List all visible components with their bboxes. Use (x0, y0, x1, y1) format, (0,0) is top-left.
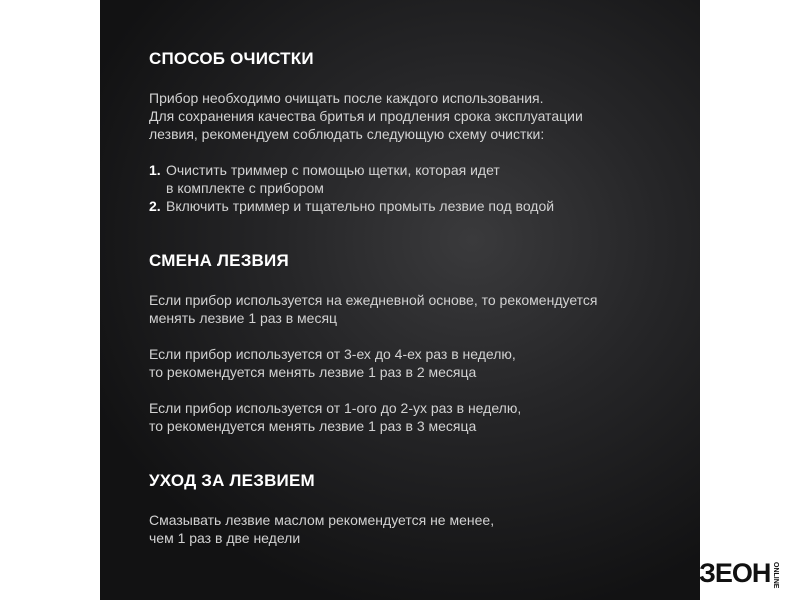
cleaning-intro (149, 89, 669, 143)
section-title-blade-change: СМЕНА ЛЕЗВИЯ (149, 251, 289, 270)
paragraph-line: Если прибор используется от 1-ого до 2-ух раз в неделю, (149, 400, 522, 416)
step-number: 2. (149, 198, 161, 214)
paragraph-line: то рекомендуется менять лезвие 1 раз в 3 месяца (149, 418, 477, 434)
cleaning-steps-list (149, 161, 669, 215)
blade-change-paragraph (149, 399, 669, 435)
cleaning-step (149, 197, 669, 215)
step-text: Очистить триммер с помощью щетки, которая идет (166, 162, 500, 178)
blade-care-paragraph (149, 511, 669, 547)
paragraph-line: то рекомендуется менять лезвие 1 раз в 2 месяца (149, 364, 477, 380)
paragraph-line: Смазывать лезвие маслом рекомендуется не менее, (149, 512, 495, 528)
cleaning-intro-line: Для сохранения качества бритья и продления срока эксплуатации (149, 108, 583, 124)
paragraph-line: Если прибор используется от 3-ех до 4-ех раз в неделю, (149, 346, 516, 362)
cleaning-intro-line: лезвия, рекомендуем соблюдать следующую схему очистки: (149, 126, 545, 142)
paragraph-line: менять лезвие 1 раз в месяц (149, 310, 338, 326)
paragraph-line: Если прибор используется на ежедневной основе, то рекомендуется (149, 292, 598, 308)
section-title-blade-care: УХОД ЗА ЛЕЗВИЕМ (149, 471, 315, 490)
brand-logo (699, 558, 797, 589)
instruction-panel (100, 0, 700, 600)
brand-logo-side-text: ONLINE (772, 562, 779, 589)
step-number: 1. (149, 162, 161, 178)
step-text-continued: в комплекте с прибором (166, 180, 324, 196)
section-title-cleaning: СПОСОБ ОЧИСТКИ (149, 49, 314, 68)
cleaning-intro-line: Прибор необходимо очищать после каждого использования. (149, 90, 544, 106)
step-text: Включить триммер и тщательно промыть лезвие под водой (166, 198, 555, 214)
brand-logo-text: ЗЕОН (699, 558, 771, 588)
blade-change-paragraph (149, 291, 669, 327)
paragraph-line: чем 1 раз в две недели (149, 530, 301, 546)
instruction-content (149, 47, 669, 547)
cleaning-step (149, 161, 669, 197)
blade-change-paragraph (149, 345, 669, 381)
